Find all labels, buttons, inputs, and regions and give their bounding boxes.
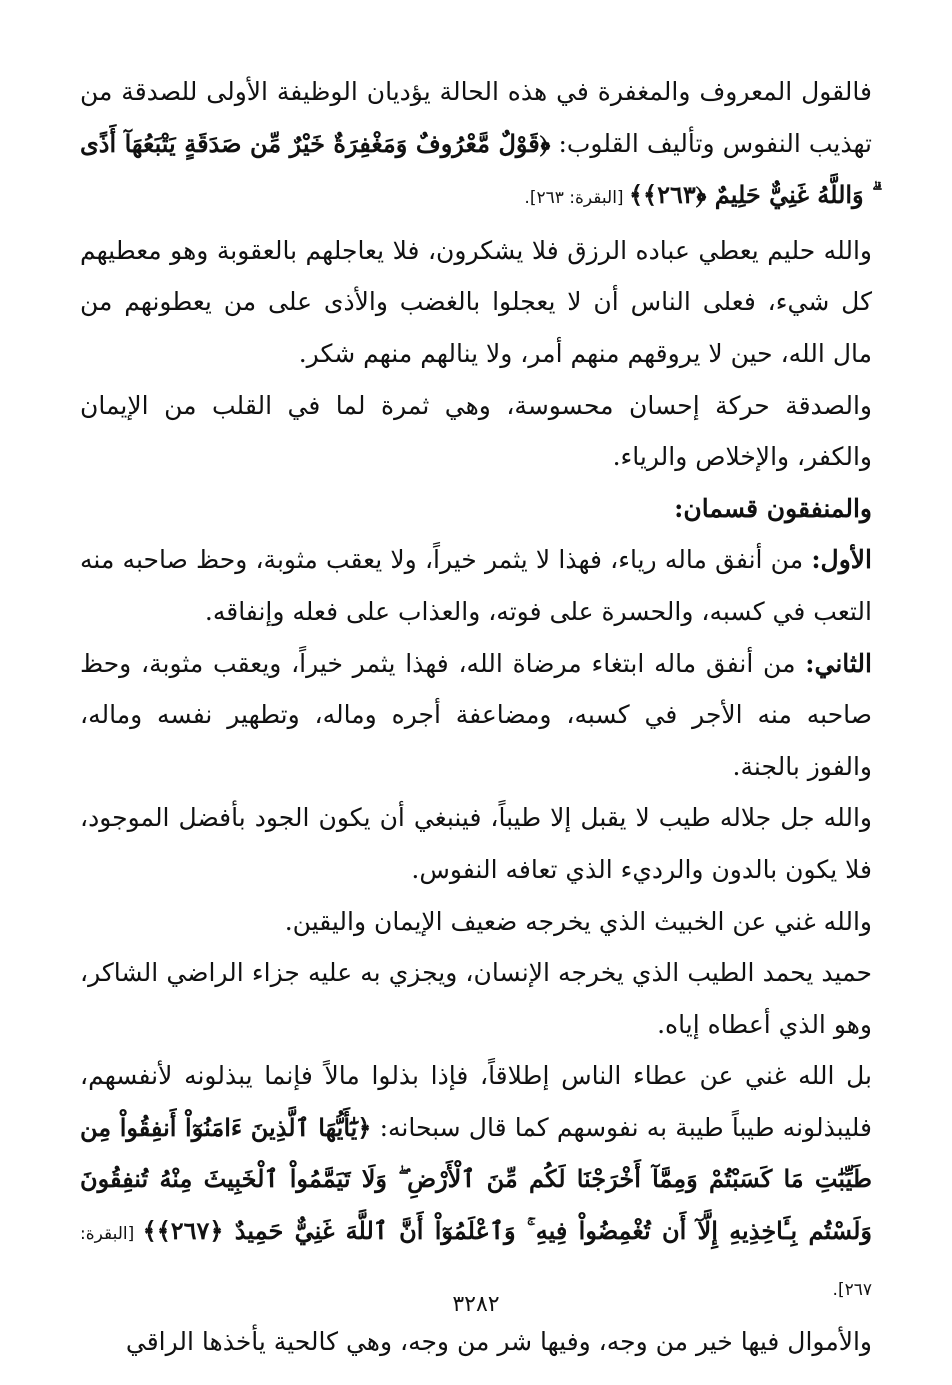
paragraph-second-type: [80, 638, 872, 793]
item-label: الثاني:: [805, 648, 872, 678]
paragraph-text: بل الله غني عن عطاء الناس إطلاقاً، فإذا بذلوا مالاً فإنما يبذلونه لأنفسهم، فليبذلونه طيباً طيبة به نفوسهم كما قال سبحانه:: [80, 1061, 873, 1142]
section-heading: والمنفقون قسمان:: [674, 493, 872, 523]
item-label: الأول:: [811, 545, 872, 575]
page-number: ٣٢٨٢: [452, 1292, 500, 1317]
paragraph-first-type: [80, 534, 872, 637]
paragraph-7: والله غني عن الخبيث الذي يخرجه ضعيف الإيمان واليقين.: [284, 906, 872, 936]
paragraph-text: فالقول المعروف والمغفرة في هذه الحالة يؤديان الوظيفة الأولى للصدقة من تهذيب النفوس وتأليف القلوب:: [80, 77, 872, 158]
quran-verse: ﴿قَوْلٌ مَّعْرُوفٌ وَمَغْفِرَةٌ خَيْرٌ مِّن صَدَقَةٍ يَتْبَعُهَآ أَذًى ۗ وَاللَّهُ غَنِيٌّ حَلِيمٌ ﴿٢٦٣﴾﴾: [80, 128, 872, 210]
paragraph-9: [80, 1050, 872, 1316]
paragraph-10: والأموال فيها خير من وجه، وفيها شر من وجه، وهي كالحية يأخذها الراقي: [125, 1327, 872, 1357]
paragraph-2: والله حليم يعطي عباده الرزق فلا يشكرون، فلا يعاجلهم بالعقوبة وهو معطيهم كل شيء، فعلى الناس أن لا يعجلوا بالغضب والأذى على من يعطونهم من مال الله، حين لا يروقهم منهم أمر، ولا ينالهم منهم شكر.: [80, 235, 872, 368]
verse-reference: [البقرة: ٢٦٧].: [80, 1224, 872, 1300]
paragraph-text: من أنفق ماله ابتغاء مرضاة الله، فهذا يثمر خيراً، ويعقب مثوبة، وحظ صاحبه منه الأجر في كسبه، ومضاعفة أجره وماله، وتطهير نفسه وماله، والفوز بالجنة.: [80, 648, 872, 781]
page-body: [80, 66, 872, 1368]
paragraph-text: من أنفق ماله رياء، فهذا لا يثمر خيراً، ولا يعقب مثوبة، وحظ صاحبه منه التعب في كسبه، والحسرة على فوته، والعذاب على فعله وإنفاقه.: [80, 545, 872, 626]
paragraph-8: حميد يحمد الطيب الذي يخرجه الإنسان، ويجزي به عليه جزاء الراضي الشاكر، وهو الذي أعطاه إياه.: [80, 958, 872, 1039]
quran-verse: ﴿يَٰٓأَيُّهَا ٱلَّذِينَ ءَامَنُوٓاْ أَنفِقُواْ مِن طَيِّبَٰتِ مَا كَسَبْتُمْ وَمِمَّآ أَخْرَجْنَا لَكُم مِّنَ ٱلْأَرْضِ ۖ وَلَا تَيَمَّمُواْ ٱلْخَبِيثَ مِنْهُ تُنفِقُونَ وَلَسْتُم بِـَٔاخِذِيهِ إِلَّآ أَن تُغْمِضُواْ فِيهِ ۚ وَٱعْلَمُوٓاْ أَنَّ ٱللَّهَ غَنِيٌّ حَمِيدٌ ﴿٢٦٧﴾﴾: [80, 1112, 873, 1246]
verse-reference: [البقرة: ٢٦٣].: [524, 188, 629, 209]
paragraph-3: والصدقة حركة إحسان محسوسة، وهي ثمرة لما في القلب من الإيمان والكفر، والإخلاص والرياء.: [80, 390, 872, 472]
paragraph-6: والله جل جلاله طيب لا يقبل إلا طيباً، فينبغي أن يكون الجود بأفضل الموجود، فلا يكون بالدون والرديء الذي تعافه النفوس.: [80, 803, 872, 884]
paragraph-1: [80, 66, 872, 225]
